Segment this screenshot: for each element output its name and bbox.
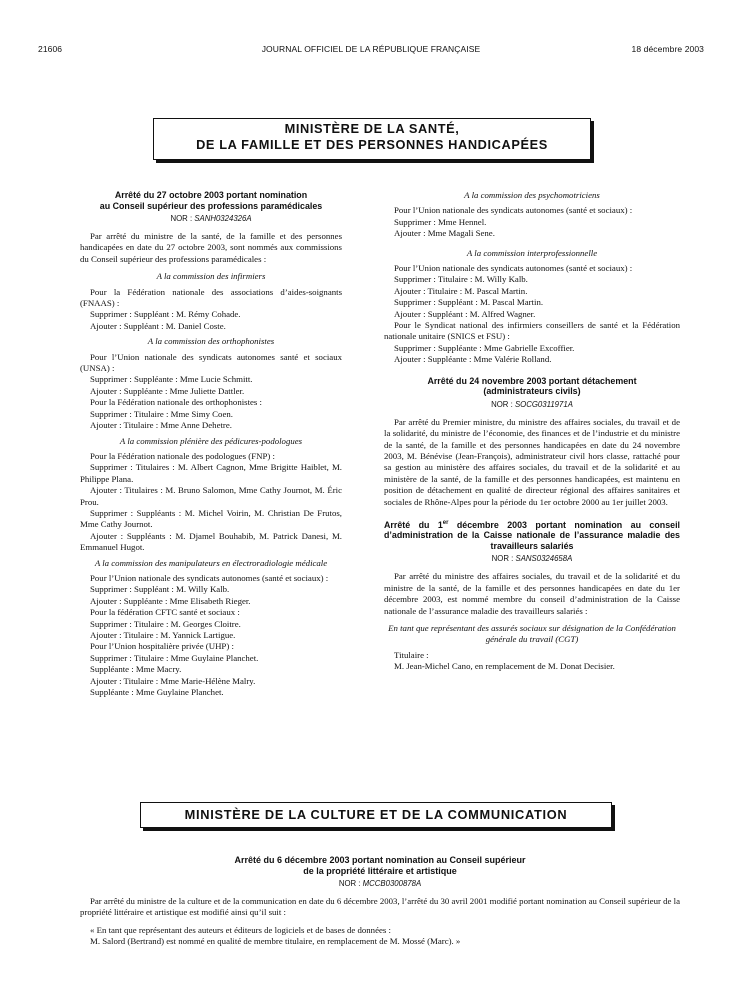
arrete-title-line: de la propriété littéraire et artistique (303, 865, 457, 876)
right-column (384, 190, 680, 673)
arrete-body: Par arrêté du ministre des affaires sociales, du travail et de la solidarité et du ministre de la santé, de la famille et des personnes handicapées en date du 1er décembre 2003, est nommé membre du conseil d’administration de la Caisse nationale de l’assurance maladie des travailleurs salariés : (384, 571, 680, 616)
paragraph: Pour la fédération CFTC santé et sociaux : (90, 607, 240, 618)
paragraph: Ajouter : Titulaires : M. Bruno Salomon, Mme Cathy Journot, M. Éric Prou. (80, 485, 342, 507)
paragraph: Suppléante : Mme Macry. (90, 664, 182, 675)
paragraph: Pour l’Union nationale des syndicats autonomes (santé et sociaux) : (90, 572, 329, 583)
paragraph: Supprimer : Titulaire : Mme Guylaine Planchet. (90, 652, 259, 663)
paragraph: Ajouter : Suppléants : M. Djamel Bouhabib, M. Patrick Danesi, M. Emmanuel Hugot. (80, 530, 342, 553)
section-heading: A la commission des manipulateurs en électroradiologie médicale (94, 557, 328, 568)
paragraph: Ajouter : Titulaire : Mme Anne Dehetre. (90, 420, 232, 431)
nor-reference (80, 213, 342, 224)
paragraph: Supprimer : Titulaire : M. Willy Kalb. (394, 274, 528, 285)
journal-title: JOURNAL OFFICIEL DE LA RÉPUBLIQUE FRANÇAISE (261, 44, 481, 54)
paragraph: Pour la Fédération nationale des associations d’aides-soignants (FNAAS) : (80, 286, 342, 309)
paragraph: Ajouter : Titulaire : Mme Marie-Hélène Malry. (90, 675, 256, 686)
nor-reference (384, 553, 680, 564)
nor-reference (80, 878, 680, 889)
section-heading: En tant que représentant des assurés sociaux sur désignation de la Confédération générale du travail (CGT) (388, 623, 676, 645)
section-heading: A la commission des psychomotriciens (464, 190, 600, 200)
section-heading: A la commission plénière des pédicures-podologues (119, 435, 303, 446)
nor-label: NOR : (491, 554, 514, 564)
arrete-title-superscript: er (442, 519, 449, 526)
nor-code: SOCG0311971A (514, 399, 573, 409)
arrete-title-line: au Conseil supérieur des professions paramédicales (99, 200, 323, 211)
section-heading: A la commission interprofessionnelle (466, 247, 598, 258)
issue-date: 18 décembre 2003 (631, 44, 704, 54)
section-heading: A la commission des orthophonistes (147, 336, 275, 347)
paragraph: Supprimer : Titulaires : M. Albert Cagnon, Mme Brigitte Haiblet, M. Philippe Plana. (80, 462, 342, 484)
arrete-body: Par arrêté du Premier ministre, du ministre des affaires sociales, du travail et de la solidarité, du ministre de l’économie, des finances et de l’industrie et du ministre de la santé, de la famille et des personnes handicapées en date du 24 novembre 2003, M. Bénévise (Jean-François), administrateur civil hors classe, rattaché pour sa gestion au ministère des affaires sociales, du travail et de la solidarité et au ministère de la santé, de la famille et des personnes handicapées, est maintenu en position de détachement en qualité de directeur régional des affaires sanitaires et sociales de Rhône-Alpes pour la période du 1er octobre 2000 au 1er juillet 2003. (384, 416, 680, 507)
paragraph: Ajouter : Suppléant : M. Daniel Coste. (90, 320, 226, 331)
paragraph: Supprimer : Suppléante : Mme Gabrielle Excoffier. (394, 342, 575, 353)
paragraph: Pour la Fédération nationale des orthophonistes : (90, 397, 262, 408)
section-heading: A la commission des infirmiers (156, 271, 266, 282)
arrete-body: Par arrêté du ministre de la culture et de la communication en date du 6 décembre 2003, l’arrêté du 30 avril 2001 modifié portant nomination au Conseil supérieur de la propriété littéraire et artistique est modifié ainsi qu’il suit : (80, 896, 680, 918)
paragraph: Pour l’Union nationale des syndicats autonomes santé et sociaux (UNSA) : (80, 351, 342, 374)
paragraph: Ajouter : Suppléante : Mme Valérie Rolland. (394, 354, 552, 365)
paragraph: Supprimer : Suppléant : M. Pascal Martin. (394, 297, 544, 308)
paragraph: Supprimer : Titulaire : M. Georges Cloitre. (90, 618, 241, 629)
paragraph: Pour l’Union nationale des syndicats autonomes (santé et sociaux) : (394, 263, 633, 274)
paragraph: Supprimer : Mme Hennel. (394, 216, 487, 227)
ministry-heading-culture: MINISTÈRE DE LA CULTURE ET DE LA COMMUNICATION (140, 802, 612, 828)
paragraph: Supprimer : Suppléants : M. Michel Voirin, M. Christian De Frutos, Mme Cathy Journot. (80, 507, 342, 530)
nor-label: NOR : (338, 879, 361, 888)
paragraph: Supprimer : Suppléant : M. Willy Kalb. (90, 584, 230, 595)
arrete-title-line: (administrateurs civils) (483, 386, 581, 397)
paragraph: Ajouter : Mme Magali Sene. (394, 228, 495, 239)
paragraph: Titulaire : (394, 649, 429, 660)
arrete-title-line: Arrêté du 24 novembre 2003 portant détachement (427, 375, 637, 386)
paragraph: M. Jean-Michel Cano, en remplacement de M. Donat Decisier. (394, 661, 615, 672)
left-column (80, 190, 342, 698)
bottom-section (80, 855, 680, 948)
arrete-title-line: Arrêté du 6 décembre 2003 portant nomination au Conseil supérieur (234, 855, 526, 865)
arrete-preamble: Par arrêté du ministre de la santé, de la famille et des personnes handicapées en date du 27 octobre 2003, sont nommés aux commissions du Conseil supérieur des professions paramédicales : (80, 231, 342, 264)
arrete-title (384, 520, 680, 552)
paragraph: Ajouter : Suppléant : M. Alfred Wagner. (394, 308, 536, 319)
paragraph: Ajouter : Suppléante : Mme Juliette Dattler. (90, 385, 245, 396)
paragraph: Ajouter : Titulaire : M. Pascal Martin. (394, 285, 528, 296)
paragraph: Ajouter : Titulaire : M. Yannick Lartigue. (90, 630, 236, 640)
running-header (38, 44, 704, 58)
paragraph: Pour l’Union hospitalière privée (UHP) : (90, 641, 234, 652)
paragraph: Pour le Syndicat national des infirmiers conseillers de santé et la Fédération nationale unitaire (SNICS et FSU) : (384, 320, 680, 342)
page-number: 21606 (38, 44, 63, 54)
nor-code: SANS0324658A (515, 554, 573, 564)
nor-label: NOR : (170, 214, 193, 223)
nor-label: NOR : (491, 399, 513, 409)
arrete-title-part: décembre 2003 portant nomination au conseil d’administration de la Caisse nationale de l’assurance maladie des travailleurs salariés (384, 519, 680, 551)
ministry-heading-sante (153, 118, 591, 160)
arrete-title-line: Arrêté du 27 octobre 2003 portant nomination (114, 190, 308, 200)
ministry-heading-line2: DE LA FAMILLE ET DES PERSONNES HANDICAPÉES (196, 137, 548, 152)
nor-reference (384, 399, 680, 410)
arrete-title (80, 190, 342, 211)
nor-code: SANH0324326A (194, 214, 252, 223)
paragraph: Ajouter : Suppléante : Mme Elisabeth Rieger. (90, 595, 251, 606)
paragraph: « En tant que représentant des auteurs et éditeurs de logiciels et de bases de données : (90, 924, 391, 935)
arrete-title-part: Arrêté du 1 (384, 519, 443, 530)
paragraph: Supprimer : Titulaire : Mme Simy Coen. (90, 408, 233, 419)
paragraph: Pour la Fédération nationale des podologues (FNP) : (90, 450, 275, 461)
arrete-title (384, 376, 680, 397)
paragraph: Supprimer : Suppléante : Mme Lucie Schmitt. (90, 374, 253, 385)
paragraph: Suppléante : Mme Guylaine Planchet. (90, 687, 224, 698)
arrete-title (80, 855, 680, 876)
ministry-heading-line1: MINISTÈRE DE LA SANTÉ, (284, 121, 460, 136)
paragraph: Pour l’Union nationale des syndicats autonomes (santé et sociaux) : (394, 205, 633, 216)
nor-code: MCCB0300878A (362, 879, 422, 888)
paragraph: Supprimer : Suppléant : M. Rémy Cohade. (90, 309, 241, 320)
paragraph: M. Salord (Bertrand) est nommé en qualité de membre titulaire, en remplacement de M. Mossé (Marc). » (90, 936, 461, 947)
